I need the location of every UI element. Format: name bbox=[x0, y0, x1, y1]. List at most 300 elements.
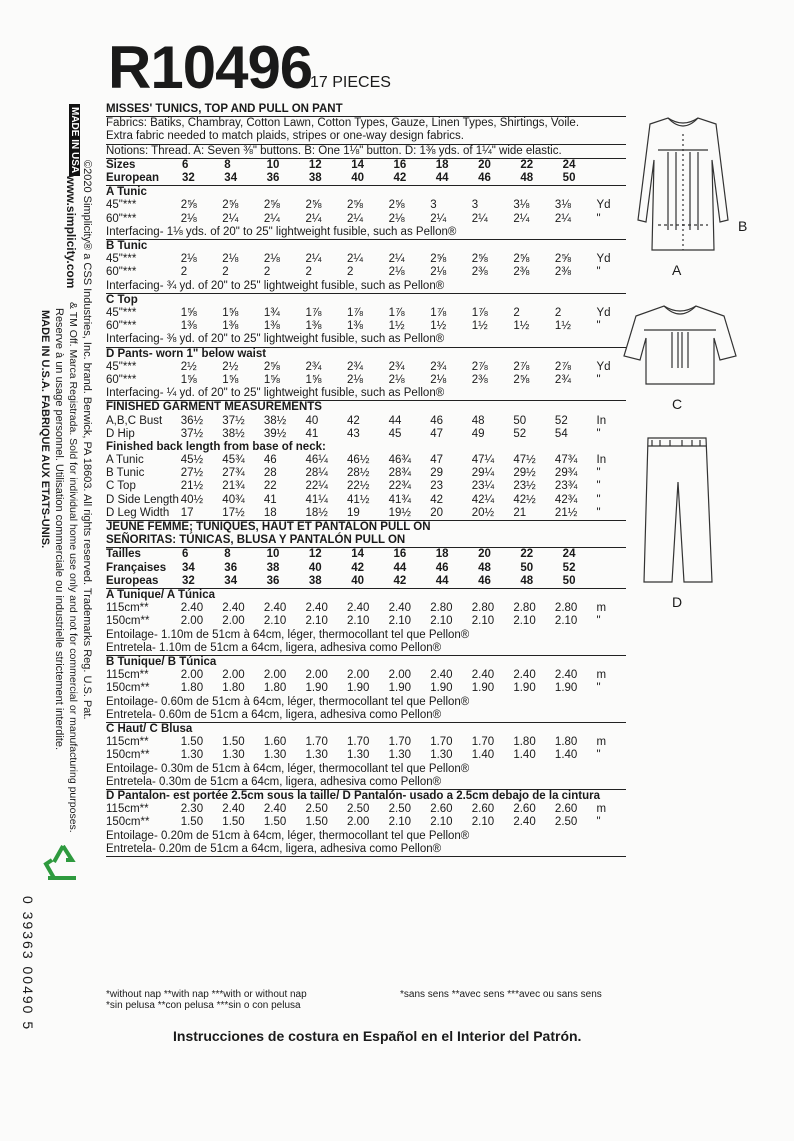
cell: 14 bbox=[351, 158, 364, 171]
c-title: C Top bbox=[106, 293, 138, 306]
sizes-row: Sizes 6 8 10 12 14 16 18 20 22 24 bbox=[106, 159, 626, 172]
c-interfacing: Interfacing- ⅜ yd. of 20" to 25" lightweight fusible, such as Pellon® bbox=[106, 333, 445, 346]
cell: 2¼ bbox=[388, 253, 405, 266]
cell: 47 bbox=[430, 427, 443, 440]
cell: 2⅝ bbox=[554, 253, 571, 266]
cell: 29 bbox=[430, 467, 443, 480]
cell: 46¾ bbox=[388, 454, 411, 467]
cell: 2.10 bbox=[471, 816, 495, 829]
cell: 1.50 bbox=[222, 816, 245, 829]
cell: 1.30 bbox=[222, 749, 245, 762]
cell: 1⅜ bbox=[222, 320, 239, 333]
cell: 2¼ bbox=[554, 212, 571, 225]
cell: 1⅞ bbox=[347, 306, 364, 319]
d-entretela: Entretela- 0.20m de 51cm a 64cm, ligera, adhesiva como Pellon® bbox=[106, 842, 442, 855]
cell: 2 bbox=[347, 266, 354, 279]
cell: 47 bbox=[430, 454, 443, 467]
cell: 2.00 bbox=[263, 669, 287, 682]
cell: 1.90 bbox=[554, 682, 578, 695]
cell: 28½ bbox=[347, 467, 370, 480]
c-entretela: Entretela- 0.30m de 51cm a 64cm, ligera, adhesiva como Pellon® bbox=[106, 775, 442, 788]
cell: 1.80 bbox=[263, 682, 287, 695]
cell: 18 bbox=[435, 548, 449, 561]
cell: 22 bbox=[520, 548, 534, 561]
cell: 20½ bbox=[471, 506, 495, 519]
cell: 2.40 bbox=[305, 602, 328, 615]
pattern-code: R10496 bbox=[108, 34, 313, 101]
tb-row: B Tunic 27½ 27¾ 28 28¼ 28½ 28¾ 29 29¼ 29½ 29¾ " bbox=[106, 467, 601, 480]
cell: 2.40 bbox=[180, 602, 204, 615]
cell: 1⅜ bbox=[263, 320, 280, 333]
cell: 54 bbox=[554, 427, 568, 440]
cell: 1.50 bbox=[222, 736, 245, 749]
cell: 18 bbox=[263, 506, 277, 519]
cell: 2⅛ bbox=[430, 266, 447, 279]
cell: 2.40 bbox=[263, 602, 287, 615]
cell: 23½ bbox=[513, 480, 536, 493]
cell: 1½ bbox=[388, 320, 405, 333]
cell: 8 bbox=[224, 158, 231, 171]
cell: 2.50 bbox=[388, 803, 411, 816]
cell: 2.80 bbox=[471, 602, 495, 615]
cell: 2⅝ bbox=[305, 199, 322, 212]
cell: 42 bbox=[347, 414, 360, 427]
cell: 1.30 bbox=[430, 749, 453, 762]
cell: 22 bbox=[263, 480, 277, 493]
cell: 2 bbox=[222, 266, 229, 279]
cell: 16 bbox=[393, 158, 407, 171]
cell: 2⅝ bbox=[430, 253, 447, 266]
cell: 21¾ bbox=[222, 480, 245, 493]
cell: 46 bbox=[263, 454, 277, 467]
cell: 1.80 bbox=[180, 682, 204, 695]
cell: 52 bbox=[554, 414, 568, 427]
cell: 19 bbox=[347, 506, 360, 519]
cell: 6 bbox=[182, 158, 189, 171]
cell: 3 bbox=[430, 199, 437, 212]
cell: 27½ bbox=[180, 467, 204, 480]
d-interfacing: Interfacing- ¼ yd. of 20" to 25" lightweight fusible, such as Pellon® bbox=[106, 387, 445, 400]
cell: 2¾ bbox=[347, 360, 364, 373]
cell: 2.10 bbox=[513, 615, 536, 628]
europeas-row: Europeas 32 34 36 38 40 42 44 46 48 50 bbox=[106, 575, 626, 588]
cell: 23 bbox=[430, 480, 443, 493]
cell: 1.90 bbox=[347, 682, 370, 695]
cell: 2.60 bbox=[471, 803, 495, 816]
made-in-usa-badge: MADE IN USA bbox=[69, 104, 80, 176]
cell: 2⅛ bbox=[180, 212, 197, 225]
cell: 2⅜ bbox=[471, 266, 488, 279]
c-entoilage: Entoilage- 0.30m de 51cm à 64cm, léger, thermocollant tel que Pellon® bbox=[106, 762, 470, 775]
cell: 48 bbox=[471, 414, 485, 427]
finished-title: FINISHED GARMENT MEASUREMENTS bbox=[106, 401, 322, 414]
copyright: ©2020 Simplicity® a CSS Industries, Inc. brand. Berwick, PA 18603. All rights reserved. Trademarks Reg. U.S. Pat. bbox=[81, 160, 93, 720]
hip-row: D Hip 37½ 38½ 39½ 41 43 45 47 49 52 54 " bbox=[106, 427, 601, 440]
cell: 21 bbox=[513, 506, 527, 519]
cell: 20 bbox=[478, 548, 491, 561]
a-entoilage: Entoilage- 1.10m de 51cm à 64cm, léger, thermocollant tel que Pellon® bbox=[106, 628, 470, 641]
cell: 1.80 bbox=[222, 682, 245, 695]
francaises-row: Françaises 34 36 38 40 42 44 46 48 50 52 bbox=[106, 562, 626, 575]
cell: 2.00 bbox=[180, 669, 204, 682]
cell: 1⅞ bbox=[471, 306, 488, 319]
cell: 2¼ bbox=[513, 212, 530, 225]
cell: 23¾ bbox=[554, 480, 578, 493]
c45-row: 45"*** 1⅝ 1⅝ 1¾ 1⅞ 1⅞ 1⅞ 1⅞ 1⅞ 2 2 Yd bbox=[106, 306, 611, 319]
cell: 36½ bbox=[180, 414, 204, 427]
cell: 17½ bbox=[222, 506, 245, 519]
b150-row: 150cm** 1.80 1.80 1.80 1.90 1.90 1.90 1.90 1.90 1.90 1.90 " bbox=[106, 682, 601, 695]
cell: 1.80 bbox=[513, 736, 536, 749]
cell: 2.10 bbox=[305, 615, 328, 628]
cell: 42 bbox=[393, 172, 407, 184]
d45-row: 45"*** 2½ 2½ 2⅝ 2¾ 2¾ 2¾ 2¾ 2⅞ 2⅞ 2⅞ Yd bbox=[106, 360, 611, 373]
cell: 1⅝ bbox=[222, 373, 239, 386]
cell: 2⅝ bbox=[347, 199, 364, 212]
cell: 46½ bbox=[347, 454, 370, 467]
cell: 2.50 bbox=[554, 816, 578, 829]
cell: 1.70 bbox=[305, 736, 328, 749]
cell: 2.10 bbox=[554, 615, 578, 628]
cell: 2⅛ bbox=[263, 253, 280, 266]
a150-row: 150cm** 2.00 2.00 2.10 2.10 2.10 2.10 2.10 2.10 2.10 2.10 " bbox=[106, 615, 601, 628]
cell: 52 bbox=[513, 427, 527, 440]
cell: 40 bbox=[351, 574, 364, 587]
cell: 1½ bbox=[513, 320, 530, 333]
cell: 2⅛ bbox=[430, 373, 447, 386]
cell: 2¼ bbox=[305, 212, 322, 225]
cell: 1½ bbox=[430, 320, 447, 333]
cell: 1.50 bbox=[180, 736, 204, 749]
cell: 1⅝ bbox=[180, 373, 197, 386]
cell: 48 bbox=[478, 561, 491, 574]
cell: 45¾ bbox=[222, 454, 245, 467]
cell: 1⅜ bbox=[347, 320, 364, 333]
cell: 2¾ bbox=[388, 360, 405, 373]
cell: 36 bbox=[224, 561, 238, 574]
a45-row: 45"*** 2⅝ 2⅝ 2⅝ 2⅝ 2⅝ 2⅝ 3 3 3⅛ 3⅛ Yd bbox=[106, 199, 611, 212]
label-d: D bbox=[672, 594, 683, 610]
cell: 1⅜ bbox=[180, 320, 197, 333]
fabrics-note: Extra fabric needed to match plaids, stripes or one-way design fabrics. bbox=[106, 130, 464, 143]
cell: 38 bbox=[266, 561, 280, 574]
cell: 41 bbox=[305, 427, 319, 440]
cell: 47½ bbox=[513, 454, 536, 467]
cell: 1.30 bbox=[388, 749, 411, 762]
cell: 2¼ bbox=[263, 212, 280, 225]
cell: 32 bbox=[182, 574, 195, 587]
a115-row: 115cm** 2.40 2.40 2.40 2.40 2.40 2.40 2.80 2.80 2.80 2.80 m bbox=[106, 602, 607, 615]
cell: 2.40 bbox=[430, 669, 453, 682]
cell: 2⅛ bbox=[388, 266, 405, 279]
trademark: & TM Off. Marca Registrada. Sold for individual home use only and not for commercial or manufacturing purposes. bbox=[67, 302, 79, 833]
cell: 34 bbox=[224, 574, 238, 587]
cell: 46 bbox=[478, 574, 491, 587]
cell: 47¾ bbox=[554, 454, 578, 467]
cell: 38 bbox=[308, 172, 322, 184]
nap-legend: *without nap **with nap ***with or without nap *sin pelusa **con pelusa ***sin o con pelusa bbox=[106, 989, 307, 1011]
cell: 1.30 bbox=[180, 749, 204, 762]
cell: 49 bbox=[471, 427, 485, 440]
cell: 1.30 bbox=[305, 749, 328, 762]
cell: 2⅝ bbox=[263, 360, 280, 373]
cell: 2 bbox=[305, 266, 312, 279]
cell: 2¼ bbox=[222, 212, 239, 225]
cell: 1.50 bbox=[263, 816, 287, 829]
cell: 1.60 bbox=[263, 736, 287, 749]
cell: 2.10 bbox=[347, 615, 370, 628]
cell: 2¼ bbox=[430, 212, 447, 225]
cell: 2.40 bbox=[513, 669, 536, 682]
cell: 22½ bbox=[347, 480, 370, 493]
b-interfacing: Interfacing- ¾ yd. of 20" to 25" lightweight fusible, such as Pellon® bbox=[106, 279, 445, 292]
cell: 1⅝ bbox=[305, 373, 322, 386]
cell: 1.80 bbox=[554, 736, 578, 749]
cell: 45 bbox=[388, 427, 402, 440]
cell: 16 bbox=[393, 548, 407, 561]
cell: 29¼ bbox=[471, 467, 495, 480]
cell: 1⅝ bbox=[222, 306, 239, 319]
cell: 44 bbox=[435, 172, 449, 184]
french-notice: Reserve à un usage personnel. Utilisation commerciale ou industrielle strictement interdite. bbox=[53, 308, 65, 751]
pants-d-illustration bbox=[630, 432, 725, 592]
pattern-info bbox=[106, 103, 626, 857]
cell: 22 bbox=[520, 158, 534, 171]
cell: 46¼ bbox=[305, 454, 328, 467]
cell: 6 bbox=[182, 548, 189, 561]
cell: 2.00 bbox=[305, 669, 328, 682]
fr-title: JEUNE FEMME; TUNIQUES, HAUT ET PANTALON PULL ON bbox=[106, 521, 431, 534]
cell: 2⅝ bbox=[388, 199, 405, 212]
ta-row: A Tunic 45½ 45¾ 46 46¼ 46½ 46¾ 47 47¼ 47½ 47¾ In bbox=[106, 454, 607, 467]
cell: 41½ bbox=[347, 493, 370, 506]
cell: 2.00 bbox=[388, 669, 411, 682]
notions: Notions: Thread. A: Seven ⅜" buttons. B: One 1⅛" button. D: 1⅜ yds. of 1¼" wide elastic. bbox=[106, 144, 562, 157]
d-entoilage: Entoilage- 0.20m de 51cm à 64cm, léger, thermocollant tel que Pellon® bbox=[106, 829, 470, 842]
cell: 36 bbox=[266, 574, 280, 587]
a-interfacing: Interfacing- 1⅛ yds. of 20" to 25" lightweight fusible, such as Pellon® bbox=[106, 225, 457, 238]
fr-a-title: A Tunique/ A Túnica bbox=[106, 589, 216, 601]
cell: 2 bbox=[554, 306, 562, 319]
cell: 46 bbox=[435, 561, 449, 574]
cell: 12 bbox=[308, 548, 322, 561]
cell: 2.10 bbox=[430, 816, 453, 829]
cell: 2.80 bbox=[554, 602, 578, 615]
cell: 2.30 bbox=[180, 803, 204, 816]
b45-row: 45"*** 2⅛ 2⅛ 2⅛ 2¼ 2¼ 2¼ 2⅝ 2⅝ 2⅝ 2⅝ Yd bbox=[106, 253, 611, 266]
cell: 28 bbox=[263, 467, 277, 480]
es-title: SEÑORITAS: TÚNICAS, BLUSA Y PANTALÓN PULL ON bbox=[106, 534, 406, 547]
cell: 41 bbox=[263, 493, 277, 506]
b-entretela: Entretela- 0.60m de 51cm a 64cm, ligera, adhesiva como Pellon® bbox=[106, 708, 442, 721]
cell: 24 bbox=[562, 548, 576, 561]
cell: 1.90 bbox=[388, 682, 411, 695]
cell: 38½ bbox=[222, 427, 245, 440]
recycle-icon bbox=[42, 842, 84, 882]
cell: 1⅝ bbox=[180, 306, 197, 319]
cell: 2⅝ bbox=[180, 199, 197, 212]
cell: 45½ bbox=[180, 454, 204, 467]
cell: 43 bbox=[347, 427, 360, 440]
cell: 2.50 bbox=[305, 803, 328, 816]
cell: 34 bbox=[182, 561, 195, 574]
cell: 47¼ bbox=[471, 454, 495, 467]
d60-row: 60"*** 1⅝ 1⅝ 1⅝ 1⅝ 2⅛ 2⅛ 2⅛ 2⅜ 2⅝ 2¾ " bbox=[106, 373, 601, 386]
cell: 46 bbox=[478, 172, 491, 184]
cell: 1½ bbox=[471, 320, 488, 333]
label-b: B bbox=[738, 218, 748, 234]
cell: 29¾ bbox=[554, 467, 578, 480]
fr-c-title: C Haut/ C Blusa bbox=[106, 722, 193, 735]
cell: 2⅜ bbox=[554, 266, 571, 279]
cell: 44 bbox=[435, 574, 449, 587]
cell: 39½ bbox=[263, 427, 287, 440]
c115-row: 115cm** 1.50 1.50 1.60 1.70 1.70 1.70 1.70 1.70 1.80 1.80 m bbox=[106, 736, 607, 749]
cell: 2.40 bbox=[388, 602, 411, 615]
cell: 22¾ bbox=[388, 480, 411, 493]
cell: 1⅞ bbox=[430, 306, 447, 319]
cell: 2⅛ bbox=[388, 212, 405, 225]
cell: 10 bbox=[266, 548, 280, 561]
spanish-instructions: Instrucciones de costura en Español en el Interior del Patrón. bbox=[173, 1028, 582, 1044]
cell: 42 bbox=[351, 561, 364, 574]
cell: 22¼ bbox=[305, 480, 328, 493]
cell: 2⅞ bbox=[554, 360, 571, 373]
cell: 1⅝ bbox=[263, 373, 280, 386]
cell: 14 bbox=[351, 548, 364, 561]
cell: 42¼ bbox=[471, 493, 495, 506]
cell: 2.00 bbox=[180, 615, 204, 628]
cell: 2⅞ bbox=[513, 360, 530, 373]
cell: 1.90 bbox=[305, 682, 328, 695]
cell: 2.40 bbox=[513, 816, 536, 829]
cell: 1.70 bbox=[471, 736, 495, 749]
cell: 38 bbox=[308, 574, 322, 587]
cell: 2½ bbox=[222, 360, 239, 373]
cell: 1.40 bbox=[471, 749, 495, 762]
cell: 12 bbox=[308, 158, 322, 171]
cell: 41¼ bbox=[305, 493, 328, 506]
cell: 1⅞ bbox=[388, 306, 405, 319]
cell: 1.30 bbox=[263, 749, 287, 762]
cell: 2.10 bbox=[430, 615, 453, 628]
lw-row: D Leg Width 17 17½ 18 18½ 19 19½ 20 20½ 21 21½ " bbox=[106, 506, 601, 519]
cell: 1.50 bbox=[180, 816, 204, 829]
cell: 34 bbox=[224, 172, 238, 184]
cell: 42 bbox=[393, 574, 407, 587]
cell: 2.00 bbox=[222, 615, 245, 628]
cell: 44 bbox=[388, 414, 402, 427]
cell: 2¾ bbox=[430, 360, 447, 373]
en-title: MISSES' TUNICS, TOP AND PULL ON PANT bbox=[106, 103, 343, 115]
cell: 32 bbox=[182, 172, 195, 184]
cell: 1¾ bbox=[263, 306, 280, 319]
cell: 2.60 bbox=[513, 803, 536, 816]
cell: 2¾ bbox=[305, 360, 322, 373]
label-c: C bbox=[672, 396, 683, 412]
a-title: A Tunic bbox=[106, 186, 147, 199]
top-c-illustration bbox=[620, 298, 740, 393]
cell: 2.00 bbox=[347, 669, 370, 682]
cell: 2 bbox=[263, 266, 271, 279]
website: www.simplicity.com bbox=[64, 175, 78, 289]
cell: 2 bbox=[180, 266, 188, 279]
cell: 41¾ bbox=[388, 493, 411, 506]
cell: 8 bbox=[224, 548, 231, 561]
cell: 48 bbox=[520, 172, 534, 184]
cell: 20 bbox=[430, 506, 443, 519]
cell: 2⅛ bbox=[388, 373, 405, 386]
cell: 40¾ bbox=[222, 493, 245, 506]
fr-d-title: D Pantalon- est portée 2.5cm sous la taille/ D Pantalón- usado a 2.5cm debajo de la cintura bbox=[106, 789, 601, 802]
cell: 1.30 bbox=[347, 749, 370, 762]
pieces-count: 17 PIECES bbox=[310, 74, 391, 91]
cell: 1.70 bbox=[430, 736, 453, 749]
cell: 28¾ bbox=[388, 467, 411, 480]
cell: 3⅛ bbox=[554, 199, 571, 212]
a-entretela: Entretela- 1.10m de 51cm a 64cm, ligera, adhesiva como Pellon® bbox=[106, 641, 442, 654]
cell: 1.40 bbox=[554, 749, 578, 762]
cell: 2.60 bbox=[554, 803, 578, 816]
cell: 2⅛ bbox=[180, 253, 197, 266]
cell: 2⅞ bbox=[471, 360, 488, 373]
cell: 36 bbox=[266, 172, 280, 184]
cell: 3⅛ bbox=[513, 199, 530, 212]
cell: 2.40 bbox=[222, 803, 245, 816]
b115-row: 115cm** 2.00 2.00 2.00 2.00 2.00 2.00 2.40 2.40 2.40 2.40 m bbox=[106, 669, 607, 682]
cell: 27¾ bbox=[222, 467, 245, 480]
cell: 2.10 bbox=[263, 615, 287, 628]
cell: 2.00 bbox=[347, 816, 370, 829]
tc-row: C Top 21½ 21¾ 22 22¼ 22½ 22¾ 23 23¼ 23½ 23¾ " bbox=[106, 480, 601, 493]
label-a: A bbox=[672, 262, 682, 278]
cell: 2.80 bbox=[513, 602, 536, 615]
cell: 1⅞ bbox=[305, 306, 322, 319]
bust-row: A,B,C Bust 36½ 37½ 38½ 40 42 44 46 48 50 52 In bbox=[106, 414, 607, 427]
fabrics: Fabrics: Batiks, Chambray, Cotton Lawn, Cotton Types, Gauze, Linen Types, Shirtings, Voile. bbox=[106, 117, 580, 130]
cell: 23¼ bbox=[471, 480, 495, 493]
barcode-number: 0 39363 00490 5 bbox=[20, 896, 36, 1032]
cell: 2⅝ bbox=[513, 253, 530, 266]
cell: 3 bbox=[471, 199, 479, 212]
cell: 50 bbox=[513, 414, 527, 427]
cell: 42 bbox=[430, 493, 443, 506]
cell: 2 bbox=[513, 306, 520, 319]
cell: 52 bbox=[562, 561, 576, 574]
tailles-row: Tailles 6 8 10 12 14 16 18 20 22 24 bbox=[106, 548, 626, 561]
cell: 1½ bbox=[554, 320, 571, 333]
cell: 2⅝ bbox=[222, 199, 239, 212]
cell: 2.60 bbox=[430, 803, 453, 816]
cell: 42½ bbox=[513, 493, 536, 506]
cell: 2¼ bbox=[305, 253, 322, 266]
cell: 46 bbox=[430, 414, 443, 427]
cell: 2.80 bbox=[430, 602, 453, 615]
cell: 40½ bbox=[180, 493, 204, 506]
cell: 2.10 bbox=[388, 816, 411, 829]
cell: 50 bbox=[520, 561, 534, 574]
cell: 48 bbox=[520, 574, 534, 587]
cell: 2.40 bbox=[554, 669, 578, 682]
cell: 1.90 bbox=[513, 682, 536, 695]
cell: 1.40 bbox=[513, 749, 536, 762]
cell: 40 bbox=[305, 414, 319, 427]
cell: 38½ bbox=[263, 414, 287, 427]
cell: 20 bbox=[478, 158, 491, 171]
back-length-title: Finished back length from base of neck: bbox=[106, 440, 326, 453]
cell: 2⅜ bbox=[513, 266, 530, 279]
fr-b-title: B Tunique/ B Túnica bbox=[106, 655, 217, 668]
